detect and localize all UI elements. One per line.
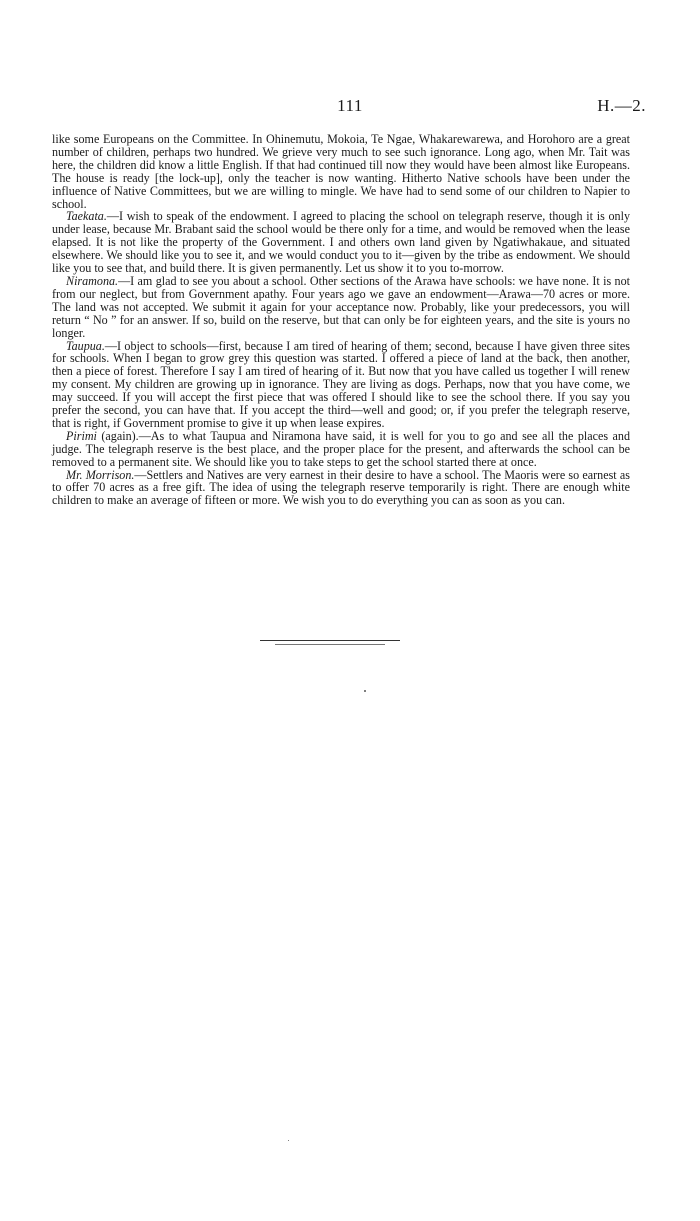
scan-speck <box>364 690 366 692</box>
speaker-note: (again). <box>96 428 139 443</box>
body-text <box>52 133 630 507</box>
page-number: 111 <box>337 96 363 115</box>
paragraph-text: —I object to schools—first, because I am tired of hearing of them; second, because I have given three sites for schools. When I began to grow grey this question was started. I offered a piece of land at the back, then another, then a piece of forest. Therefore I say I am tired of hearing of it. But now that you have called us together I will renew my consent. My children are growing up in ignorance. They are living as dogs. Perhaps, now that you have come, we may succeed. If you will accept the first piece that was offered I should like to see the school there. If you say you prefer the second, you can have that. If you accept the third—well and good; or, if you prefer the telegraph reserve, that is right, if Government promise to give it up when lease expires. <box>52 338 630 430</box>
paragraph-text: —As to what Taupua and Niramona have said, it is well for you to go and see all the places and judge. The telegraph reserve is the best place, and the proper place for the present, and afterwards the school can be removed to a permanent site. We should like you to take steps to get the school started there at once. <box>52 428 630 469</box>
paragraph-niramona <box>52 275 630 340</box>
paragraph-taekata <box>52 210 630 275</box>
speaker-name: Niramona. <box>66 273 119 288</box>
speaker-name: Taupua. <box>66 338 105 353</box>
paragraph-morrison <box>52 469 630 508</box>
paragraph-text: like some Europeans on the Committee. In Ohinemutu, Mokoia, Te Ngae, Whakarewarewa, and Horohoro are a great number of children, perhaps two hundred. We grieve very much to see such ignorance. Long ago, when Mr. Tait was here, the children did know a little English. If that had continued till now they would have been almost like Europeans. The house is ready [the lock-up], only the teacher is now wanting. Hitherto Native schools have been under the influence of Native Committees, but we are willing to mingle. We have had to send some of our children to Napier to school. <box>52 132 630 211</box>
end-rule-thin <box>275 644 385 645</box>
speaker-name: Taekata. <box>66 209 107 224</box>
document-reference: H.—2. <box>597 96 646 115</box>
speaker-name: Pirimi <box>66 428 97 443</box>
paragraph-pirimi <box>52 430 630 469</box>
paragraph-taupua <box>52 340 630 430</box>
speaker-name: Mr. Morrison. <box>66 467 135 482</box>
end-rule <box>260 640 400 641</box>
scan-speck <box>288 1140 289 1141</box>
paragraph-text: —I wish to speak of the endowment. I agreed to placing the school on telegraph reserve, though it is only under lease, because Mr. Brabant said the school would be there only for a time, and would be removed when the lease elapsed. It is not like the property of the Government. I and others own land given by Ngatiwhakaue, and situated elsewhere. We should like you to see it, and we would conduct you to it—given by the tribe as endowment. We should like you to see that, and build there. It is given permanently. Let us show it to you to-morrow. <box>52 209 630 276</box>
paragraph-continuation <box>52 133 630 210</box>
paragraph-text: —I am glad to see you about a school. Other sections of the Arawa have schools: we have none. It is not from our neglect, but from Government apathy. Four years ago we gave an endowment—Arawa—70 acres or more. The land was not accepted. We submit it again for your acceptance now. Probably, like your predecessors, you will return “ No ” for an answer. If so, build on the reserve, but that can only be for eighteen years, and the site is yours no longer. <box>52 273 630 340</box>
paragraph-text: —Settlers and Natives are very earnest in their desire to have a school. The Maoris were so earnest as to offer 70 acres as a free gift. The idea of using the telegraph reserve temporarily is right. There are enough white children to make an average of fifteen or more. We wish you to do everything you can as soon as you can. <box>52 467 630 508</box>
